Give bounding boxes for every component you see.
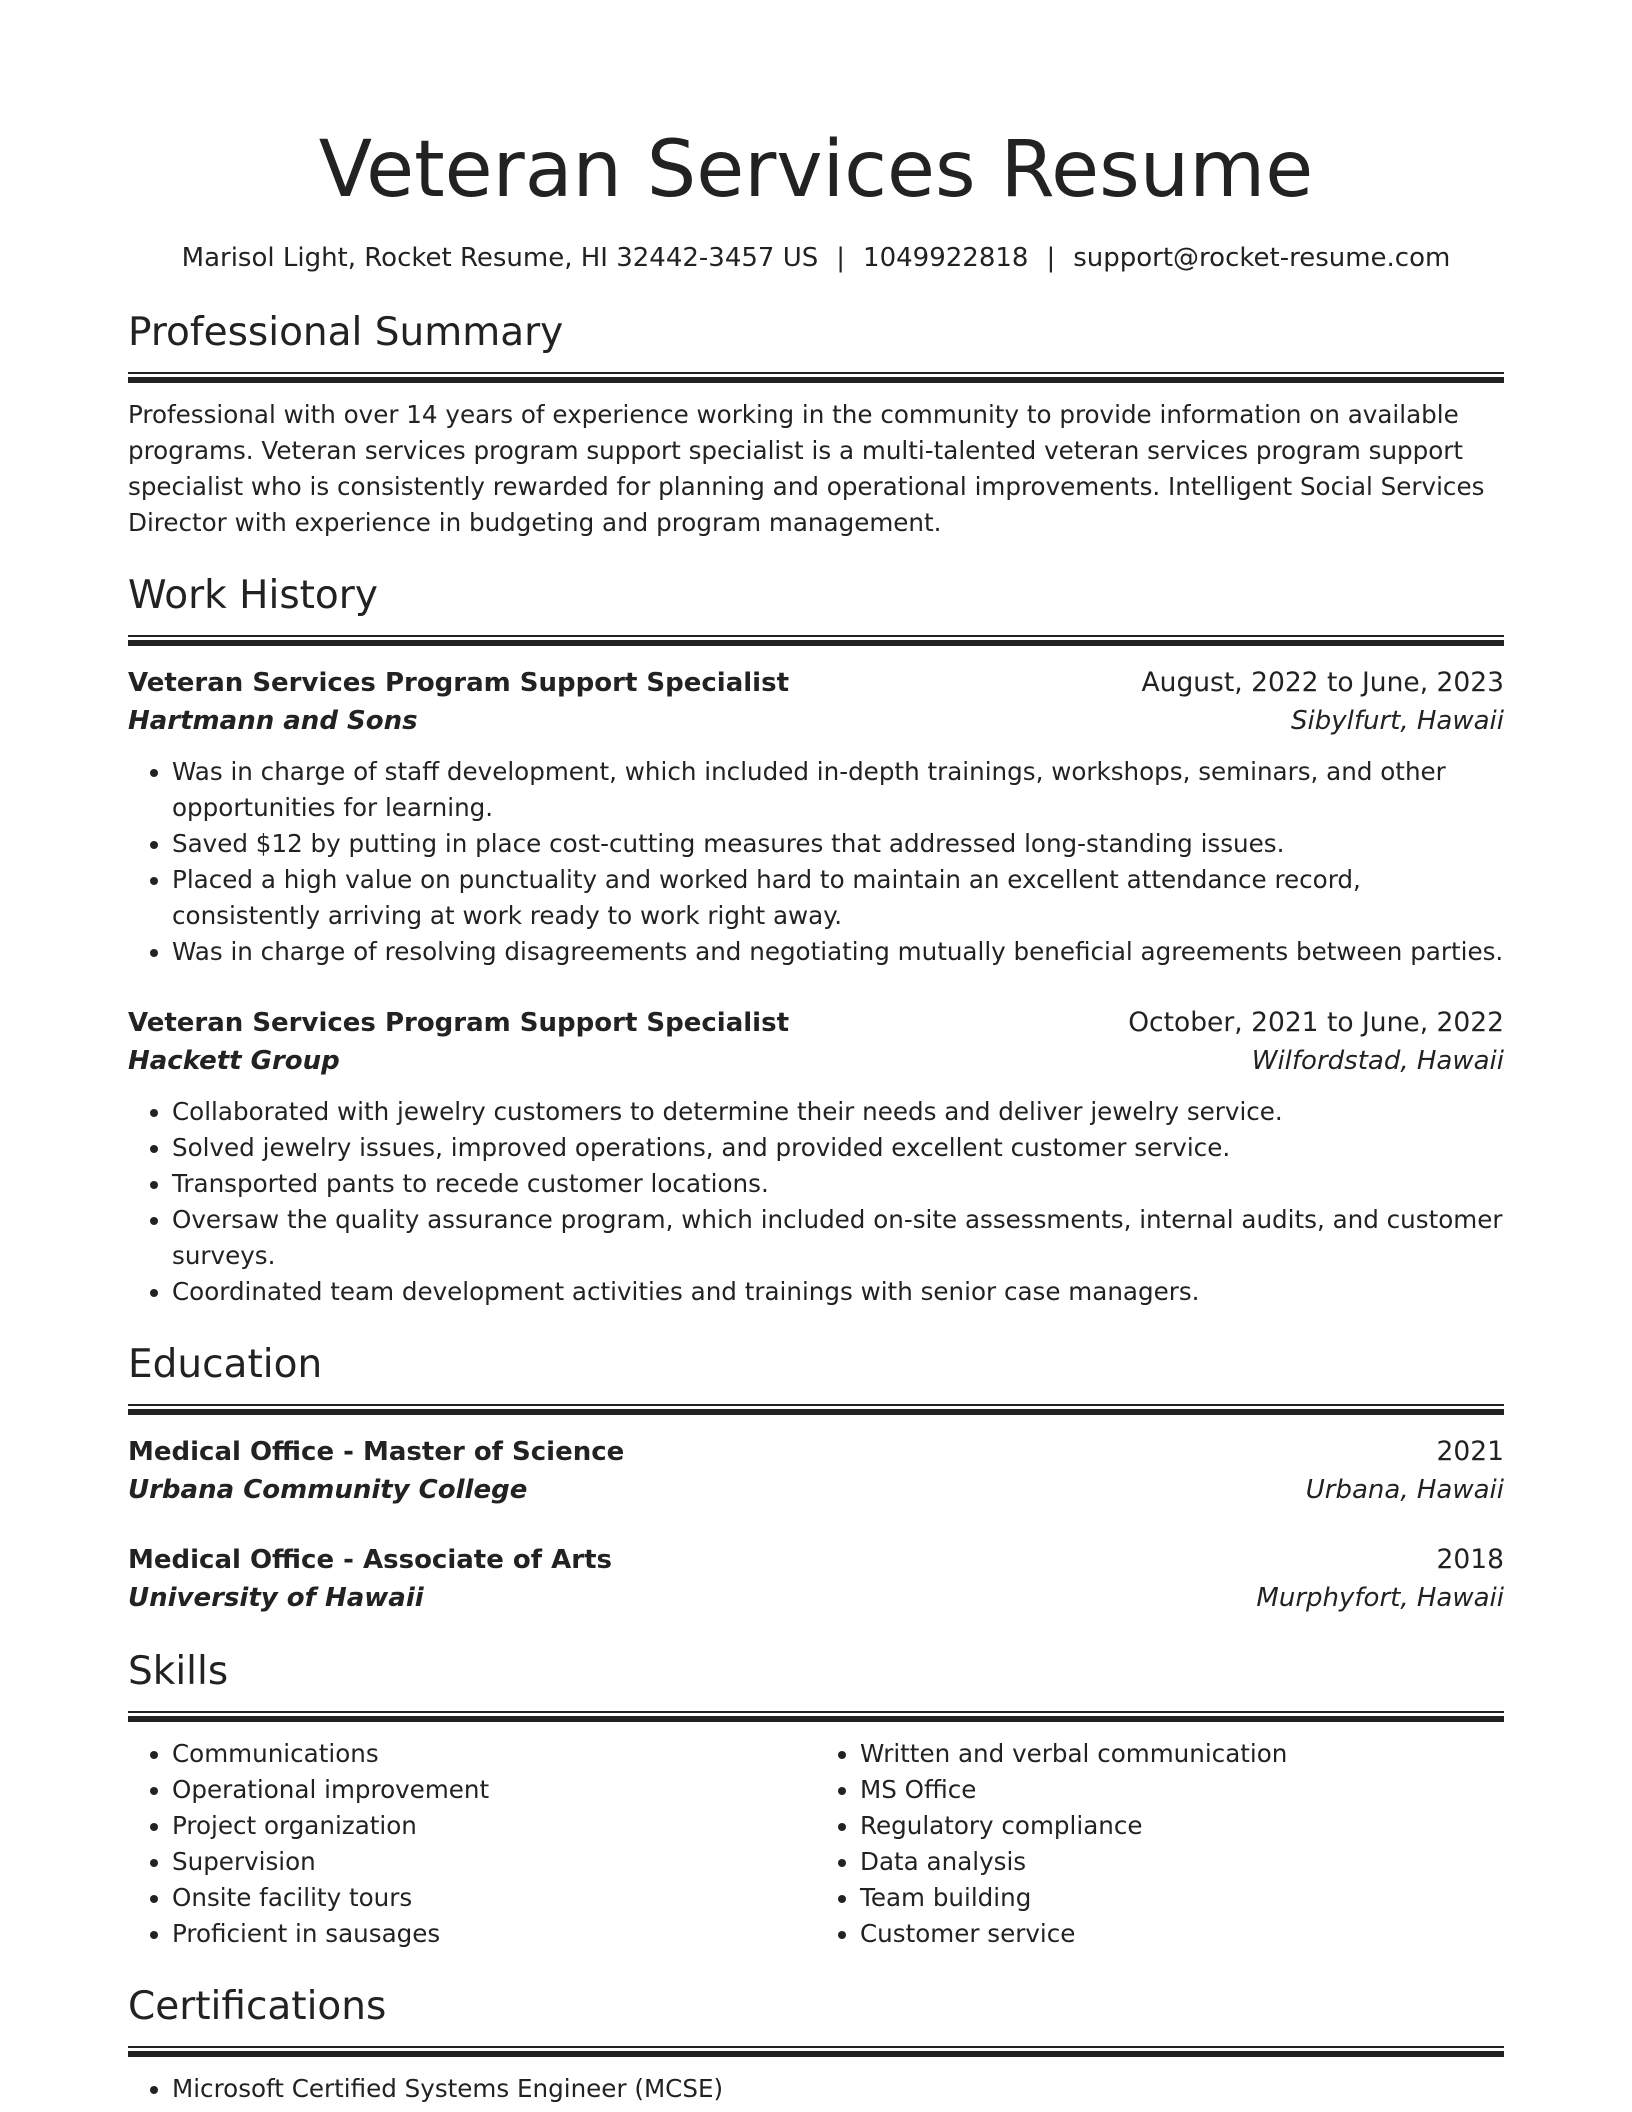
list-item: • Operational improvement bbox=[172, 1772, 816, 1808]
job-dates: August, 2022 to June, 2023 bbox=[1141, 667, 1504, 698]
education-location: Murphyfort, Hawaii bbox=[1256, 1583, 1504, 1613]
summary-text: Professional with over 14 years of experience working in the community to provide information on available programs. Veteran services program support specialist is a multi-talented veteran services program support specialist who is consistently rewarded for planning and operational improvements. Intelligent Social Services Director with experience in budgeting and program management. bbox=[128, 400, 1485, 537]
job-location: Wilfordstad, Hawaii bbox=[1251, 1046, 1504, 1076]
section-professional-summary bbox=[128, 308, 1504, 541]
list-item: • Communications bbox=[172, 1736, 816, 1772]
job-dates: October, 2021 to June, 2022 bbox=[1128, 1007, 1504, 1038]
job-bullets bbox=[128, 754, 1504, 970]
job-entry bbox=[128, 1004, 1504, 1310]
section-heading: Skills bbox=[128, 1649, 229, 1694]
resume-title: Veteran Services Resume bbox=[318, 125, 1314, 215]
skills-column-right bbox=[816, 1736, 1504, 1952]
list-item: • MS Office bbox=[860, 1772, 1504, 1808]
section-heading: Certifications bbox=[128, 1984, 387, 2029]
contact-address: Marisol Light, Rocket Resume, HI 32442-3457 US bbox=[181, 243, 819, 273]
section-divider bbox=[128, 372, 1504, 383]
list-item: • Collaborated with jewelry customers to determine their needs and deliver jewelry service. bbox=[172, 1094, 1504, 1130]
skills-grid bbox=[128, 1736, 1504, 1952]
education-entry bbox=[128, 1541, 1504, 1617]
section-certifications bbox=[128, 1982, 1504, 2107]
job-company: Hackett Group bbox=[128, 1046, 340, 1076]
certifications-list bbox=[128, 2071, 1504, 2107]
list-item: • Solved jewelry issues, improved operations, and provided excellent customer service. bbox=[172, 1130, 1504, 1166]
contact-separator: | bbox=[1046, 243, 1056, 273]
list-item: • Coordinated team development activities and trainings with senior case managers. bbox=[172, 1274, 1504, 1310]
list-item: • Microsoft Certified Systems Engineer (MCSE) bbox=[172, 2071, 1504, 2107]
education-school: University of Hawaii bbox=[128, 1583, 424, 1613]
list-item: • Saved $12 by putting in place cost-cutting measures that addressed long-standing issues. bbox=[172, 826, 1504, 862]
section-education bbox=[128, 1340, 1504, 1617]
job-company-row bbox=[128, 1042, 1504, 1080]
contact-phone: 1049922818 bbox=[863, 243, 1029, 273]
education-year: 2018 bbox=[1436, 1544, 1504, 1575]
section-heading: Work History bbox=[128, 573, 378, 618]
education-header-row bbox=[128, 1433, 1504, 1471]
list-item: • Oversaw the quality assurance program, which included on-site assessments, internal audits, and customer surveys. bbox=[172, 1202, 1504, 1274]
list-item: • Placed a high value on punctuality and worked hard to maintain an excellent attendance record, consistently arriving at work ready to work right away. bbox=[172, 862, 1504, 934]
job-role: Veteran Services Program Support Specialist bbox=[128, 668, 789, 698]
list-item: • Written and verbal communication bbox=[860, 1736, 1504, 1772]
education-header-row bbox=[128, 1541, 1504, 1579]
education-school: Urbana Community College bbox=[128, 1475, 528, 1505]
job-company-row bbox=[128, 702, 1504, 740]
section-skills bbox=[128, 1647, 1504, 1952]
education-degree: Medical Office - Associate of Arts bbox=[128, 1545, 612, 1575]
list-item: • Onsite facility tours bbox=[172, 1880, 816, 1916]
education-degree: Medical Office - Master of Science bbox=[128, 1437, 625, 1467]
job-entry bbox=[128, 664, 1504, 970]
job-header-row bbox=[128, 664, 1504, 702]
job-company: Hartmann and Sons bbox=[128, 706, 418, 736]
section-heading: Education bbox=[128, 1342, 323, 1387]
list-item: • Team building bbox=[860, 1880, 1504, 1916]
education-school-row bbox=[128, 1471, 1504, 1509]
job-header-row bbox=[128, 1004, 1504, 1042]
contact-line bbox=[128, 240, 1504, 276]
list-item: • Regulatory compliance bbox=[860, 1808, 1504, 1844]
list-item: • Supervision bbox=[172, 1844, 816, 1880]
section-divider bbox=[128, 2046, 1504, 2057]
contact-separator: | bbox=[836, 243, 846, 273]
section-divider bbox=[128, 635, 1504, 646]
list-item: • Project organization bbox=[172, 1808, 816, 1844]
list-item: • Transported pants to recede customer locations. bbox=[172, 1166, 1504, 1202]
job-location: Sibylfurt, Hawaii bbox=[1290, 706, 1504, 736]
section-work-history bbox=[128, 571, 1504, 1310]
contact-email: support@rocket-resume.com bbox=[1073, 243, 1451, 273]
education-location: Urbana, Hawaii bbox=[1305, 1475, 1504, 1505]
list-item: • Was in charge of staff development, which included in-depth trainings, workshops, seminars, and other opportunities for learning. bbox=[172, 754, 1504, 826]
job-role: Veteran Services Program Support Specialist bbox=[128, 1008, 789, 1038]
skills-column-left bbox=[128, 1736, 816, 1952]
job-bullets bbox=[128, 1094, 1504, 1310]
list-item: • Data analysis bbox=[860, 1844, 1504, 1880]
education-entry bbox=[128, 1433, 1504, 1509]
education-year: 2021 bbox=[1436, 1436, 1504, 1467]
section-heading: Professional Summary bbox=[128, 310, 564, 355]
list-item: • Was in charge of resolving disagreements and negotiating mutually beneficial agreements between parties. bbox=[172, 934, 1504, 970]
list-item: • Proficient in sausages bbox=[172, 1916, 816, 1952]
education-school-row bbox=[128, 1579, 1504, 1617]
section-divider bbox=[128, 1404, 1504, 1415]
list-item: • Customer service bbox=[860, 1916, 1504, 1952]
section-divider bbox=[128, 1711, 1504, 1722]
